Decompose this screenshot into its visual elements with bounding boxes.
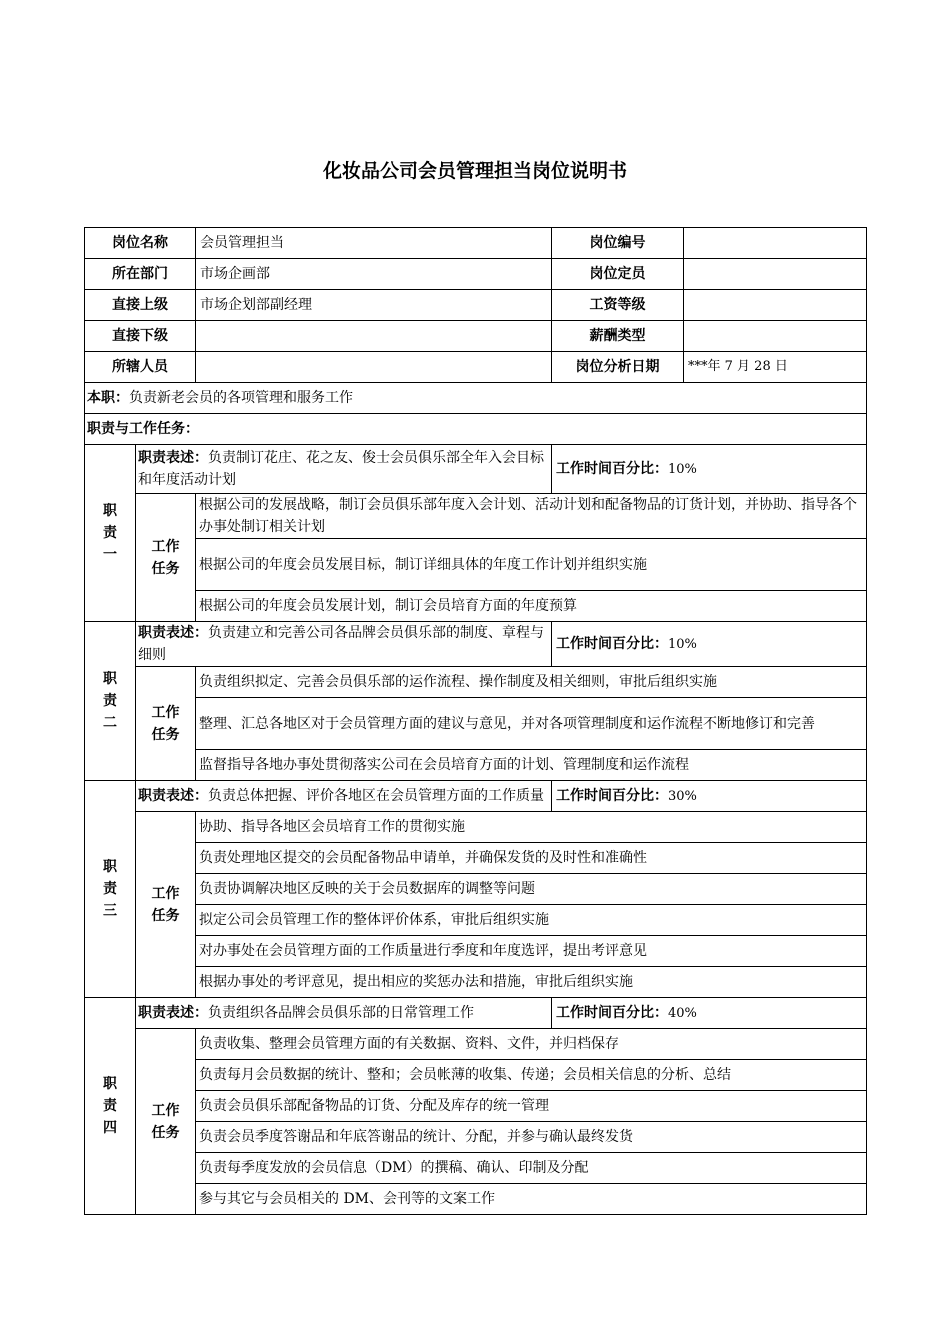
department-value: 市场企画部 bbox=[196, 259, 552, 290]
task-item: 负责协调解决地区反映的关于会员数据库的调整等问题 bbox=[196, 874, 867, 905]
position-no-label: 岗位编号 bbox=[552, 228, 684, 259]
grade-value bbox=[684, 290, 867, 321]
task-row bbox=[85, 539, 867, 591]
subordinate-value bbox=[196, 321, 552, 352]
subordinate-label: 直接下级 bbox=[85, 321, 196, 352]
task-row bbox=[85, 967, 867, 998]
duty-name bbox=[85, 998, 136, 1215]
task-item: 拟定公司会员管理工作的整体评价体系，审批后组织实施 bbox=[196, 905, 867, 936]
grade-label: 工资等级 bbox=[552, 290, 684, 321]
page-title: 化妆品公司会员管理担当岗位说明书 bbox=[322, 160, 627, 182]
row-subordinate bbox=[85, 321, 867, 352]
duty-text: 负责新老会员的各项管理和服务工作 bbox=[129, 390, 353, 406]
department-label: 所在部门 bbox=[85, 259, 196, 290]
tasks-label bbox=[136, 812, 196, 998]
managed-label: 所辖人员 bbox=[85, 352, 196, 383]
pay-type-value bbox=[684, 321, 867, 352]
task-item: 协助、指导各地区会员培育工作的贯彻实施 bbox=[196, 812, 867, 843]
duty-description bbox=[136, 998, 552, 1029]
duty-description-label: 职责表述： bbox=[138, 625, 208, 641]
pay-type-label: 薪酬类型 bbox=[552, 321, 684, 352]
task-row bbox=[85, 812, 867, 843]
time-percent-cell bbox=[552, 445, 867, 494]
duty-name bbox=[85, 445, 136, 622]
task-row bbox=[85, 905, 867, 936]
task-item: 负责每月会员数据的统计、整和；会员帐薄的收集、传递；会员相关信息的分析、总结 bbox=[196, 1060, 867, 1091]
task-item: 根据公司的发展战略，制订会员俱乐部年度入会计划、活动计划和配备物品的订货计划，并协助、指导各个办事处制订相关计划 bbox=[196, 494, 867, 539]
task-item: 根据办事处的考评意见，提出相应的奖惩办法和措施，审批后组织实施 bbox=[196, 967, 867, 998]
task-row bbox=[85, 1091, 867, 1122]
time-percent-cell bbox=[552, 998, 867, 1029]
tasks-heading: 职责与工作任务： bbox=[85, 414, 867, 445]
task-item: 负责处理地区提交的会员配备物品申请单，并确保发货的及时性和准确性 bbox=[196, 843, 867, 874]
task-row bbox=[85, 1184, 867, 1215]
time-percent-value: 30% bbox=[668, 788, 697, 804]
tasks-label bbox=[136, 667, 196, 781]
task-row bbox=[85, 1122, 867, 1153]
task-row bbox=[85, 1153, 867, 1184]
time-percent-label: 工作时间百分比： bbox=[556, 1004, 668, 1021]
row-superior bbox=[85, 290, 867, 321]
position-no-value bbox=[684, 228, 867, 259]
row-position-name bbox=[85, 228, 867, 259]
task-row bbox=[85, 1060, 867, 1091]
time-percent-label: 工作时间百分比： bbox=[556, 635, 668, 652]
duty-name-text: 职责四 bbox=[103, 1076, 117, 1136]
task-item: 根据公司的年度会员发展目标，制订详细具体的年度工作计划并组织实施 bbox=[196, 539, 867, 591]
time-percent-value: 10% bbox=[668, 636, 697, 652]
duty-description-text: 负责建立和完善公司各品牌会员俱乐部的制度、章程与细则 bbox=[138, 625, 544, 663]
duty-description bbox=[136, 622, 552, 667]
task-row bbox=[85, 494, 867, 539]
task-row bbox=[85, 1029, 867, 1060]
duty-description-label: 职责表述： bbox=[138, 450, 208, 466]
duty-name-text: 职责一 bbox=[103, 503, 117, 563]
time-percent-cell bbox=[552, 781, 867, 812]
row-managed bbox=[85, 352, 867, 383]
tasks-label-text: 工作任务 bbox=[151, 885, 180, 924]
task-row bbox=[85, 843, 867, 874]
duty-description bbox=[136, 781, 552, 812]
duty-name-text: 职责二 bbox=[103, 671, 117, 731]
task-item: 负责会员季度答谢品和年底答谢品的统计、分配，并参与确认最终发货 bbox=[196, 1122, 867, 1153]
headcount-label: 岗位定员 bbox=[552, 259, 684, 290]
task-item: 整理、汇总各地区对于会员管理方面的建议与意见，并对各项管理制度和运作流程不断地修订和完善 bbox=[196, 698, 867, 750]
headcount-value bbox=[684, 259, 867, 290]
superior-label: 直接上级 bbox=[85, 290, 196, 321]
duty-description-text: 负责组织各品牌会员俱乐部的日常管理工作 bbox=[208, 1005, 474, 1021]
row-tasks-heading bbox=[85, 414, 867, 445]
duty-label: 本职： bbox=[87, 390, 129, 406]
duty-description-row bbox=[85, 781, 867, 812]
duty-description-row bbox=[85, 998, 867, 1029]
tasks-label bbox=[136, 1029, 196, 1215]
duty-description-row bbox=[85, 445, 867, 494]
task-item: 参与其它与会员相关的 DM、会刊等的文案工作 bbox=[196, 1184, 867, 1215]
task-item: 监督指导各地办事处贯彻落实公司在会员培育方面的计划、管理制度和运作流程 bbox=[196, 750, 867, 781]
task-item: 负责组织拟定、完善会员俱乐部的运作流程、操作制度及相关细则，审批后组织实施 bbox=[196, 667, 867, 698]
duty-name bbox=[85, 622, 136, 781]
task-row bbox=[85, 874, 867, 905]
duty-name-text: 职责三 bbox=[103, 859, 117, 919]
tasks-label-text: 工作任务 bbox=[151, 704, 180, 743]
managed-value bbox=[196, 352, 552, 383]
task-item: 对办事处在会员管理方面的工作质量进行季度和年度选评，提出考评意见 bbox=[196, 936, 867, 967]
duty-cell bbox=[85, 383, 867, 414]
duty-description-text: 负责制订花庄、花之友、俊士会员俱乐部全年入会目标和年度活动计划 bbox=[138, 450, 544, 488]
time-percent-cell bbox=[552, 622, 867, 667]
analysis-date-value: ***年 7 月 28 日 bbox=[684, 352, 867, 383]
job-description-table bbox=[84, 227, 867, 1215]
duty-description-label: 职责表述： bbox=[138, 788, 208, 804]
task-row bbox=[85, 698, 867, 750]
row-department bbox=[85, 259, 867, 290]
task-item: 负责会员俱乐部配备物品的订货、分配及库存的统一管理 bbox=[196, 1091, 867, 1122]
position-name-value: 会员管理担当 bbox=[196, 228, 552, 259]
duty-description-label: 职责表述： bbox=[138, 1005, 208, 1021]
tasks-label-text: 工作任务 bbox=[151, 1102, 180, 1141]
task-item: 根据公司的年度会员发展计划，制订会员培育方面的年度预算 bbox=[196, 591, 867, 622]
task-item: 负责收集、整理会员管理方面的有关数据、资料、文件，并归档保存 bbox=[196, 1029, 867, 1060]
duty-name bbox=[85, 781, 136, 998]
duty-description-row bbox=[85, 622, 867, 667]
time-percent-label: 工作时间百分比： bbox=[556, 460, 668, 477]
analysis-date-label: 岗位分析日期 bbox=[552, 352, 684, 383]
task-item: 负责每季度发放的会员信息（DM）的撰稿、确认、印制及分配 bbox=[196, 1153, 867, 1184]
row-duty bbox=[85, 383, 867, 414]
task-row bbox=[85, 667, 867, 698]
duty-description bbox=[136, 445, 552, 494]
tasks-label-text: 工作任务 bbox=[151, 538, 180, 577]
task-row bbox=[85, 750, 867, 781]
task-row bbox=[85, 591, 867, 622]
duty-description-text: 负责总体把握、评价各地区在会员管理方面的工作质量 bbox=[208, 788, 544, 804]
task-row bbox=[85, 936, 867, 967]
time-percent-value: 10% bbox=[668, 461, 697, 477]
superior-value: 市场企划部副经理 bbox=[196, 290, 552, 321]
position-name-label: 岗位名称 bbox=[85, 228, 196, 259]
time-percent-label: 工作时间百分比： bbox=[556, 787, 668, 804]
time-percent-value: 40% bbox=[668, 1005, 697, 1021]
tasks-label bbox=[136, 494, 196, 622]
